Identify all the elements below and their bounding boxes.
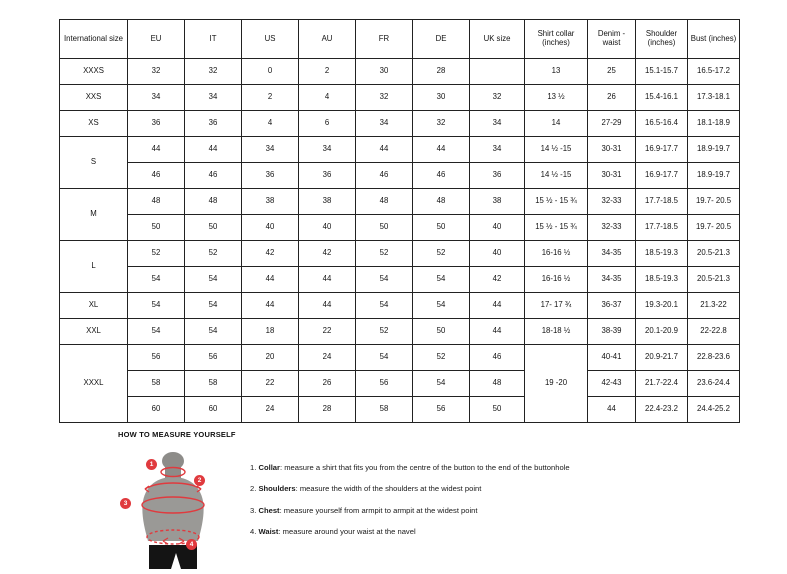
cell: 40 [299, 215, 356, 241]
cell: 24 [299, 345, 356, 371]
cell: 48 [470, 371, 525, 397]
cell: 54 [128, 267, 185, 293]
cell: 44 [185, 137, 242, 163]
size-label-cell: L [60, 241, 128, 293]
cell: 28 [299, 397, 356, 423]
cell: 22.4-23.2 [636, 397, 688, 423]
cell: 38 [242, 189, 299, 215]
cell: 44 [242, 293, 299, 319]
step-number: 2 [250, 484, 255, 494]
cell: 27-29 [588, 111, 636, 137]
cell: 16.5-17.2 [688, 59, 740, 85]
measure-steps-list [250, 449, 570, 548]
step-text: : measure the width of the shoulders at the widest point [295, 484, 482, 494]
cell: 18 [242, 319, 299, 345]
marker-4: 4 [186, 539, 197, 550]
cell: 52 [128, 241, 185, 267]
cell: 38 [299, 189, 356, 215]
cell: 20.5-21.3 [688, 241, 740, 267]
cell: 2 [299, 59, 356, 85]
cell: 48 [128, 189, 185, 215]
cell: 54 [413, 293, 470, 319]
cell: 34-35 [588, 267, 636, 293]
cell: 34 [470, 137, 525, 163]
cell: 13 [525, 59, 588, 85]
marker-2: 2 [194, 475, 205, 486]
cell: 34 [185, 85, 242, 111]
cell: 54 [356, 267, 413, 293]
cell: 22 [242, 371, 299, 397]
cell: 54 [128, 319, 185, 345]
cell: 16.5-16.4 [636, 111, 688, 137]
cell: 20.9-21.7 [636, 345, 688, 371]
cell: 36 [299, 163, 356, 189]
cell: 21.3-22 [688, 293, 740, 319]
column-header-10: Shoulder (inches) [636, 20, 688, 59]
cell: 44 [588, 397, 636, 423]
size-label-cell: XS [60, 111, 128, 137]
cell: 56 [413, 397, 470, 423]
cell: 36 [470, 163, 525, 189]
column-header-1: EU [128, 20, 185, 59]
table-row [60, 59, 740, 85]
cell: 40-41 [588, 345, 636, 371]
cell: 26 [588, 85, 636, 111]
cell: 50 [470, 397, 525, 423]
step-text: : measure yourself from armpit to armpit at the widest point [279, 505, 478, 515]
cell: 15.1-15.7 [636, 59, 688, 85]
table-body [60, 59, 740, 423]
column-header-11: Bust (inches) [688, 20, 740, 59]
step-term: Waist [258, 526, 279, 536]
cell: 34 [299, 137, 356, 163]
cell: 46 [470, 345, 525, 371]
cell: 38-39 [588, 319, 636, 345]
cell: 58 [128, 371, 185, 397]
marker-1: 1 [146, 459, 157, 470]
column-header-0: International size [60, 20, 128, 59]
cell: 32 [413, 111, 470, 137]
cell: 56 [356, 371, 413, 397]
table-row [60, 189, 740, 215]
size-label-cell: XXXS [60, 59, 128, 85]
cell: 30-31 [588, 137, 636, 163]
cell: 30 [413, 85, 470, 111]
cell: 24.4-25.2 [688, 397, 740, 423]
cell: 30-31 [588, 163, 636, 189]
cell: 44 [470, 319, 525, 345]
cell: 22-22.8 [688, 319, 740, 345]
cell: 14 ½ -15 [525, 137, 588, 163]
cell: 50 [185, 215, 242, 241]
measure-step: 2. Shoulders: measure the width of the shoulders at the widest point [250, 484, 482, 494]
cell: 36 [242, 163, 299, 189]
measure-step: 3. Chest: measure yourself from armpit to armpit at the widest point [250, 505, 478, 515]
cell: 48 [413, 189, 470, 215]
cell: 25 [588, 59, 636, 85]
step-text: : measure a shirt that fits you from the centre of the button to the end of the buttonhole [280, 463, 570, 472]
table-row [60, 371, 740, 397]
cell: 56 [128, 345, 185, 371]
cell: 17.7-18.5 [636, 189, 688, 215]
cell: 38 [470, 189, 525, 215]
cell: 23.6-24.4 [688, 371, 740, 397]
cell: 34 [470, 111, 525, 137]
cell: 14 [525, 111, 588, 137]
how-to-measure-title: HOW TO MEASURE YOURSELF [118, 430, 236, 439]
cell-collar-merged: 19 -20 [525, 345, 588, 423]
step-term: Chest [258, 505, 280, 515]
cell: 54 [356, 293, 413, 319]
cell: 54 [413, 267, 470, 293]
cell: 50 [413, 319, 470, 345]
cell: 19.7- 20.5 [688, 189, 740, 215]
cell: 20.5-21.3 [688, 267, 740, 293]
column-header-8: Shirt collar (inches) [525, 20, 588, 59]
cell: 32-33 [588, 215, 636, 241]
cell: 46 [128, 163, 185, 189]
cell: 18-18 ½ [525, 319, 588, 345]
cell: 60 [128, 397, 185, 423]
table-row [60, 319, 740, 345]
cell: 34 [128, 85, 185, 111]
measure-step: 4. Waist: measure around your waist at the navel [250, 526, 416, 536]
cell: 40 [242, 215, 299, 241]
cell: 16.9-17.7 [636, 163, 688, 189]
cell: 18.9-19.7 [688, 163, 740, 189]
cell: 16-16 ½ [525, 267, 588, 293]
mannequin-figure [118, 449, 228, 569]
cell: 50 [413, 215, 470, 241]
table-header [60, 20, 740, 59]
cell: 17- 17 ¾ [525, 293, 588, 319]
cell: 42 [470, 267, 525, 293]
column-header-7: UK size [470, 20, 525, 59]
cell: 20 [242, 345, 299, 371]
cell: 52 [356, 319, 413, 345]
cell: 20.1-20.9 [636, 319, 688, 345]
measure-step: 1. Collar: measure a shirt that fits you from the centre of the button to the end of the buttonhole [250, 463, 570, 472]
table-row [60, 163, 740, 189]
cell: 32 [470, 85, 525, 111]
column-header-3: US [242, 20, 299, 59]
column-header-2: IT [185, 20, 242, 59]
size-label-cell: XL [60, 293, 128, 319]
step-number: 4 [250, 526, 255, 536]
cell: 52 [413, 345, 470, 371]
cell: 22 [299, 319, 356, 345]
cell: 48 [185, 189, 242, 215]
cell: 22.8-23.6 [688, 345, 740, 371]
cell: 48 [356, 189, 413, 215]
column-header-5: FR [356, 20, 413, 59]
cell: 44 [356, 137, 413, 163]
cell: 32 [356, 85, 413, 111]
cell: 18.9-19.7 [688, 137, 740, 163]
cell: 42 [242, 241, 299, 267]
cell: 40 [470, 215, 525, 241]
cell: 58 [356, 397, 413, 423]
cell: 14 ½ -15 [525, 163, 588, 189]
cell: 4 [299, 85, 356, 111]
cell: 17.3-18.1 [688, 85, 740, 111]
cell: 18.5-19.3 [636, 267, 688, 293]
cell: 52 [413, 241, 470, 267]
cell: 13 ½ [525, 85, 588, 111]
size-label-cell: M [60, 189, 128, 241]
cell: 42 [299, 241, 356, 267]
cell: 15.4-16.1 [636, 85, 688, 111]
cell: 50 [128, 215, 185, 241]
size-label-cell: XXS [60, 85, 128, 111]
cell: 54 [356, 345, 413, 371]
cell: 46 [356, 163, 413, 189]
size-label-cell: XXXL [60, 345, 128, 423]
cell: 34 [356, 111, 413, 137]
cell: 54 [128, 293, 185, 319]
cell [470, 59, 525, 85]
size-chart-table [59, 19, 740, 423]
cell: 24 [242, 397, 299, 423]
cell: 6 [299, 111, 356, 137]
cell: 18.1-18.9 [688, 111, 740, 137]
cell: 34-35 [588, 241, 636, 267]
cell: 16-16 ½ [525, 241, 588, 267]
cell: 54 [185, 293, 242, 319]
cell: 17.7-18.5 [636, 215, 688, 241]
table-row [60, 397, 740, 423]
table-row [60, 137, 740, 163]
cell: 44 [128, 137, 185, 163]
cell: 52 [185, 241, 242, 267]
cell: 54 [185, 267, 242, 293]
cell: 32-33 [588, 189, 636, 215]
step-number: 3 [250, 505, 255, 515]
cell: 36 [185, 111, 242, 137]
cell: 54 [185, 319, 242, 345]
cell: 46 [413, 163, 470, 189]
cell: 32 [128, 59, 185, 85]
table-header-row [60, 20, 740, 59]
cell: 44 [242, 267, 299, 293]
table-row [60, 215, 740, 241]
column-header-6: DE [413, 20, 470, 59]
cell: 52 [356, 241, 413, 267]
cell: 4 [242, 111, 299, 137]
cell: 28 [413, 59, 470, 85]
how-to-measure-section [118, 430, 778, 569]
cell: 44 [470, 293, 525, 319]
cell: 19.7- 20.5 [688, 215, 740, 241]
cell: 32 [185, 59, 242, 85]
step-term: Shoulders [258, 484, 296, 494]
cell: 26 [299, 371, 356, 397]
cell: 15 ½ - 15 ¾ [525, 189, 588, 215]
step-text: : measure around your waist at the navel [278, 526, 416, 536]
cell: 46 [185, 163, 242, 189]
table-row [60, 111, 740, 137]
cell: 19.3-20.1 [636, 293, 688, 319]
mannequin-illustration [118, 449, 228, 569]
size-label-cell: XXL [60, 319, 128, 345]
table-row [60, 267, 740, 293]
cell: 44 [299, 293, 356, 319]
cell: 30 [356, 59, 413, 85]
cell: 40 [470, 241, 525, 267]
how-to-measure-body [118, 449, 778, 569]
cell: 44 [299, 267, 356, 293]
table-row [60, 345, 740, 371]
cell: 36 [128, 111, 185, 137]
cell: 15 ½ - 15 ¾ [525, 215, 588, 241]
cell: 50 [356, 215, 413, 241]
cell: 2 [242, 85, 299, 111]
column-header-4: AU [299, 20, 356, 59]
cell: 21.7-22.4 [636, 371, 688, 397]
column-header-9: Denim - waist [588, 20, 636, 59]
cell: 36-37 [588, 293, 636, 319]
cell: 44 [413, 137, 470, 163]
table-row [60, 85, 740, 111]
table-row [60, 293, 740, 319]
cell: 42-43 [588, 371, 636, 397]
cell: 34 [242, 137, 299, 163]
size-label-cell: S [60, 137, 128, 189]
cell: 18.5-19.3 [636, 241, 688, 267]
cell: 60 [185, 397, 242, 423]
step-number: 1 [250, 463, 255, 472]
cell: 16.9-17.7 [636, 137, 688, 163]
step-term: Collar [258, 463, 280, 472]
cell: 56 [185, 345, 242, 371]
table-row [60, 241, 740, 267]
cell: 0 [242, 59, 299, 85]
cell: 58 [185, 371, 242, 397]
marker-3: 3 [120, 498, 131, 509]
cell: 54 [413, 371, 470, 397]
